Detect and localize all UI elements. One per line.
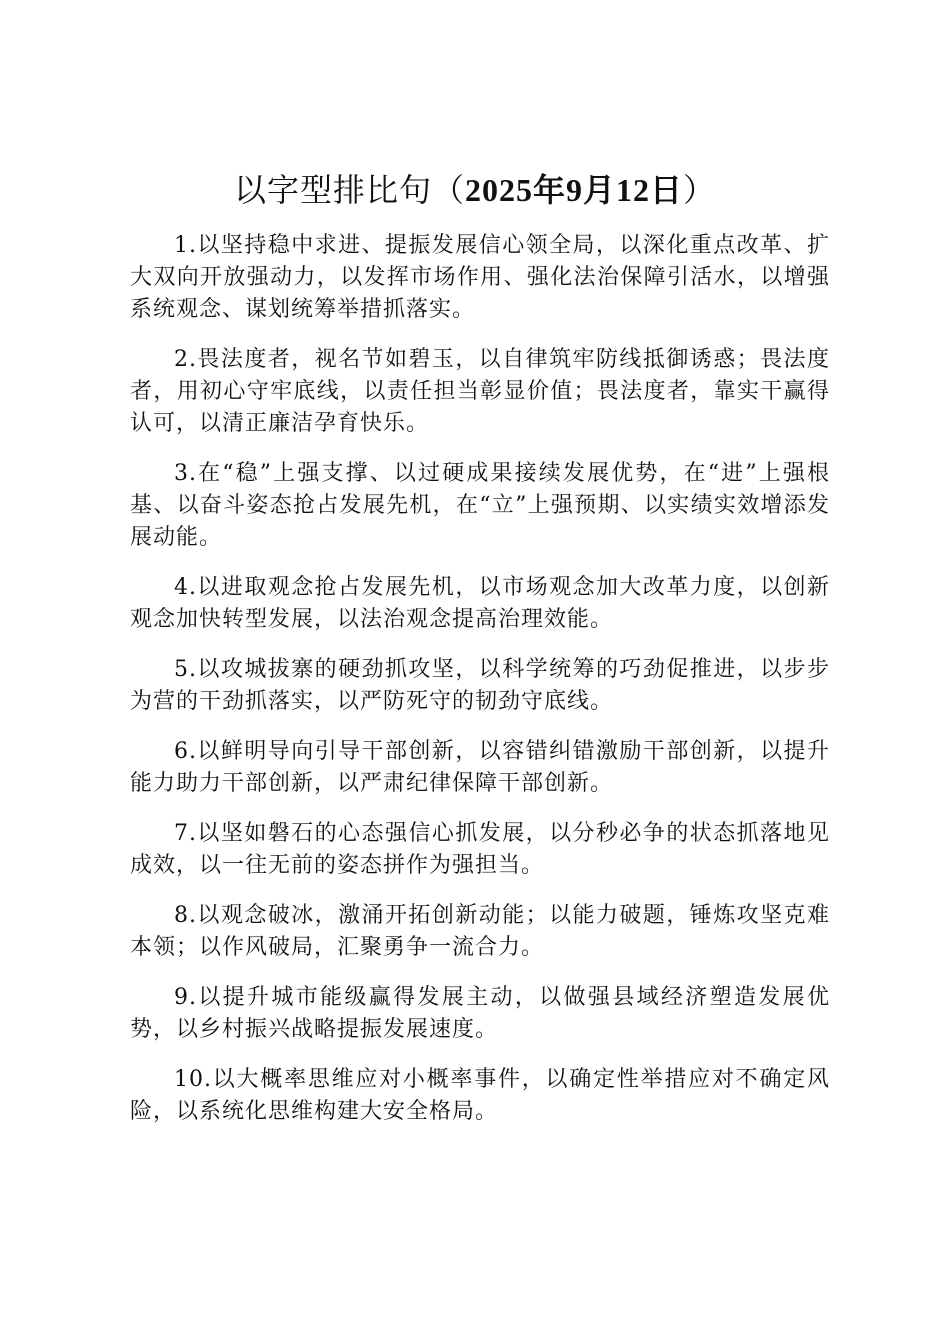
paragraph-7: 7.以坚如磐石的心态强信心抓发展，以分秒必争的状态抓落地见成效，以一往无前的姿态拼作为强担当。 — [130, 821, 830, 878]
paragraph-9: 9.以提升城市能级赢得发展主动，以做强县域经济塑造发展优势，以乡村振兴战略提振发展速度。 — [130, 985, 830, 1042]
paragraph-4: 4.以进取观念抢占发展先机，以市场观念加大改革力度，以创新观念加快转型发展，以法治观念提高治理效能。 — [130, 575, 830, 632]
paragraph-8: 8.以观念破冰，激涌开拓创新动能；以能力破题，锤炼攻坚克难本领；以作风破局，汇聚勇争一流合力。 — [130, 903, 830, 960]
paragraph-6: 6.以鲜明导向引导干部创新，以容错纠错激励干部创新，以提升能力助力干部创新，以严肃纪律保障干部创新。 — [130, 739, 830, 796]
title-text: 以字型排比句（ — [233, 171, 465, 209]
paragraph-3: 3.在“稳”上强支撑、以过硬成果接续发展优势，在“进”上强根基、以奋斗姿态抢占发展先机，在“立”上强预期、以实绩实效增添发展动能。 — [130, 461, 830, 550]
paragraph-2: 2.畏法度者，视名节如碧玉，以自律筑牢防线抵御诱惑；畏法度者，用初心守牢底线，以责任担当彰显价值；畏法度者，靠实干赢得认可，以清正廉洁孕育快乐。 — [130, 347, 830, 436]
paragraph-10: 10.以大概率思维应对小概率事件，以确定性举措应对不确定风险，以系统化思维构建大安全格局。 — [130, 1067, 830, 1124]
paragraph-5: 5.以攻城拔寨的硬劲抓攻坚，以科学统筹的巧劲促推进，以步步为营的干劲抓落实，以严防死守的韧劲守底线。 — [130, 657, 830, 714]
title-close: ） — [683, 171, 717, 209]
document-body — [130, 230, 830, 1146]
page-title — [0, 168, 950, 212]
paragraph-1: 1.以坚持稳中求进、提振发展信心领全局，以深化重点改革、扩大双向开放强动力，以发挥市场作用、强化法治保障引活水，以增强系统观念、谋划统筹举措抓落实。 — [130, 233, 830, 322]
title-date: 2025年9月12日 — [464, 172, 683, 208]
